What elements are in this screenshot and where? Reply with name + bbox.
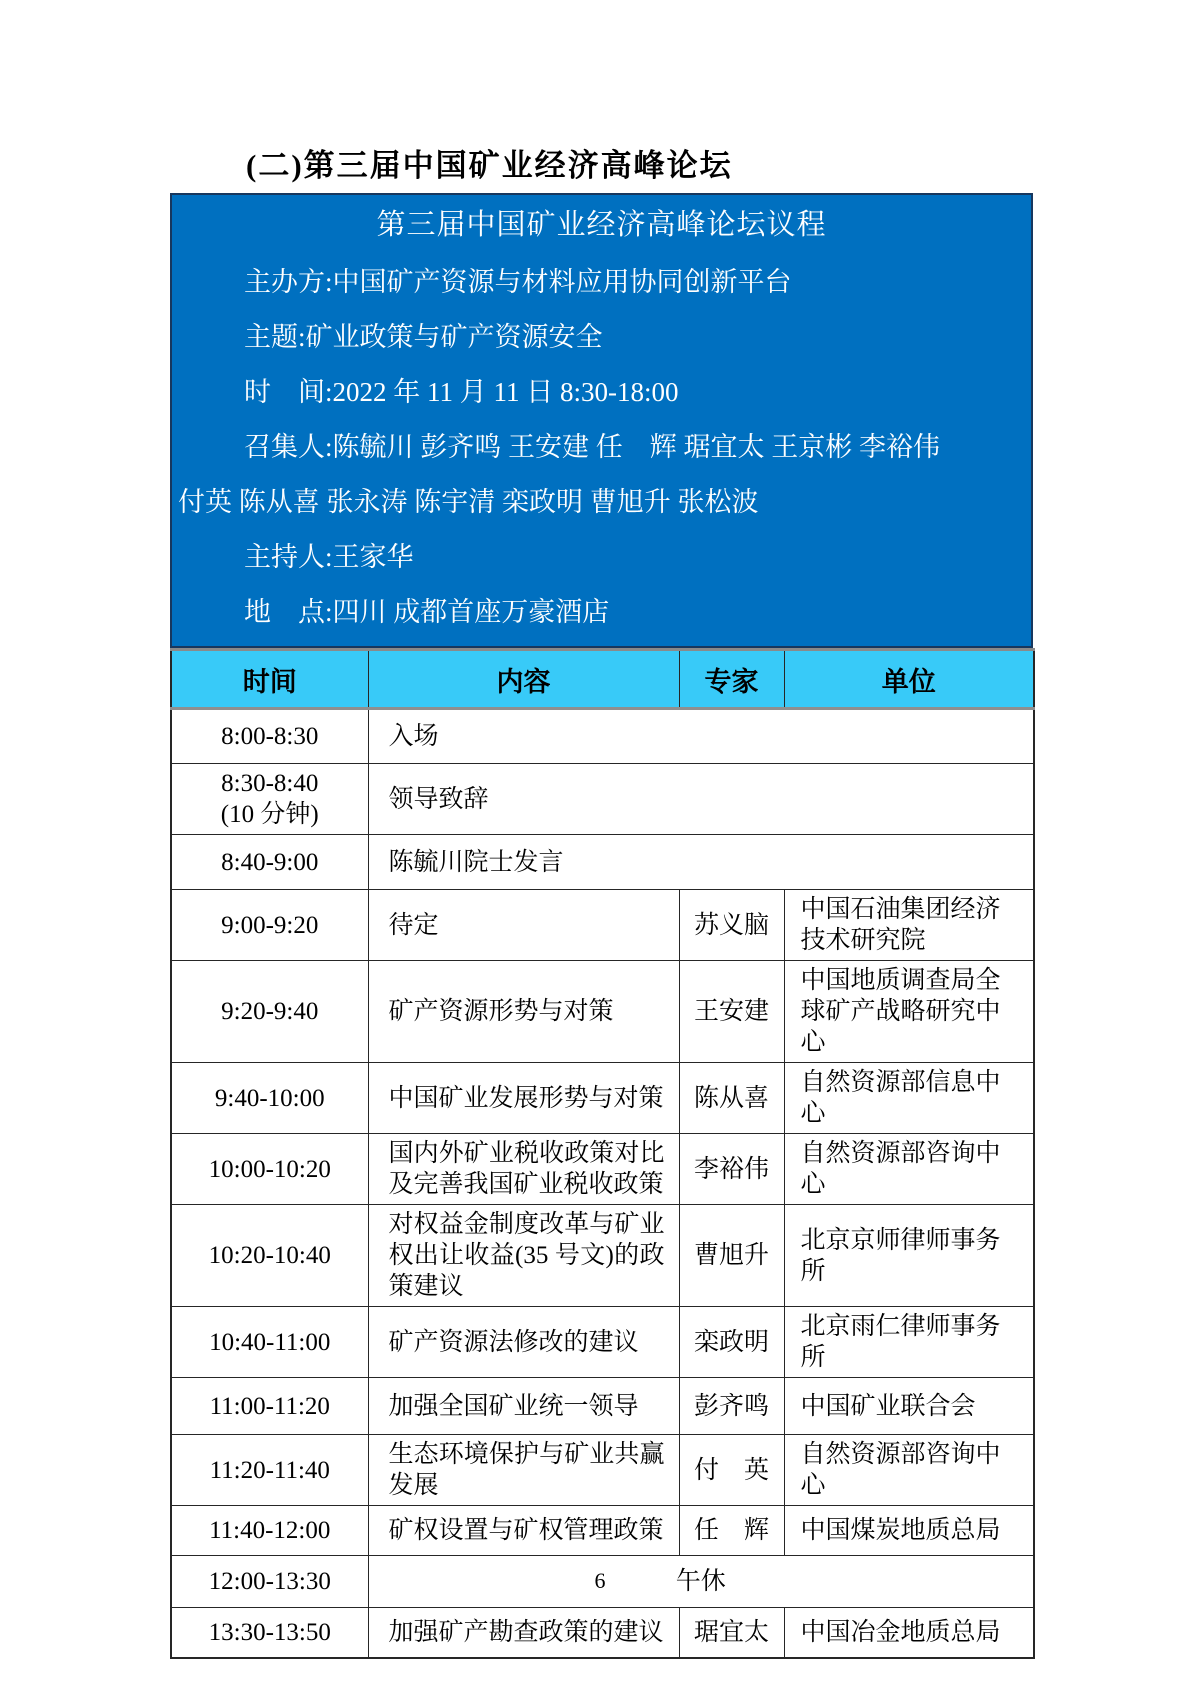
expert-cell: 栾政明 bbox=[679, 1307, 784, 1378]
content-cell: 矿产资源形势与对策 bbox=[368, 961, 679, 1063]
time-cell: 10:40-11:00 bbox=[171, 1307, 368, 1378]
time-cell: 12:00-13:30 bbox=[171, 1556, 368, 1608]
info-line-theme bbox=[172, 310, 1031, 365]
org-cell: 自然资源部咨询中心 bbox=[784, 1435, 1034, 1506]
expert-cell: 任 辉 bbox=[679, 1506, 784, 1556]
info-line-conveners-continued bbox=[172, 475, 1031, 530]
content-cell: 国内外矿业税收政策对比及完善我国矿业税收政策 bbox=[368, 1134, 679, 1205]
info-text: 付英 陈从喜 张永涛 陈宇清 栾政明 曹旭升 张松波 bbox=[178, 487, 759, 517]
expert-cell: 李裕伟 bbox=[679, 1134, 784, 1205]
org-cell: 自然资源部信息中心 bbox=[784, 1063, 1034, 1134]
org-cell: 中国地质调查局全球矿产战略研究中心 bbox=[784, 961, 1034, 1063]
info-line-location bbox=[172, 585, 1031, 640]
table-row bbox=[171, 1506, 1034, 1556]
col-header-org: 单位 bbox=[784, 650, 1034, 709]
col-header-time: 时间 bbox=[171, 650, 368, 709]
table-row bbox=[171, 835, 1034, 890]
table-row bbox=[171, 709, 1034, 764]
table-row bbox=[171, 961, 1034, 1063]
time-cell: 9:00-9:20 bbox=[171, 890, 368, 961]
org-cell: 中国冶金地质总局 bbox=[784, 1608, 1034, 1658]
table-row bbox=[171, 1205, 1034, 1307]
page-number: 6 bbox=[594, 1568, 606, 1593]
time-cell: 11:20-11:40 bbox=[171, 1435, 368, 1506]
time-cell: 8:00-8:30 bbox=[171, 709, 368, 764]
time-cell: 9:40-10:00 bbox=[171, 1063, 368, 1134]
col-header-content: 内容 bbox=[368, 650, 679, 709]
expert-cell: 付 英 bbox=[679, 1435, 784, 1506]
time-cell: 9:20-9:40 bbox=[171, 961, 368, 1063]
org-cell: 北京京师律师事务所 bbox=[784, 1205, 1034, 1307]
agenda-info-lines bbox=[172, 255, 1031, 640]
org-cell: 中国石油集团经济技术研究院 bbox=[784, 890, 1034, 961]
section-heading: (二)第三届中国矿业经济高峰论坛 bbox=[246, 148, 733, 183]
info-label: 主办方: bbox=[244, 267, 333, 297]
org-cell: 中国煤炭地质总局 bbox=[784, 1506, 1034, 1556]
expert-cell: 苏义脑 bbox=[679, 890, 784, 961]
agenda-table bbox=[170, 648, 1035, 1659]
org-cell: 自然资源部咨询中心 bbox=[784, 1134, 1034, 1205]
time-note: (10 分钟) bbox=[220, 801, 319, 828]
content-cell: 中国矿业发展形势与对策 bbox=[368, 1063, 679, 1134]
time-cell: 11:40-12:00 bbox=[171, 1506, 368, 1556]
content-cell: 对权益金制度改革与矿业权出让收益(35 号文)的政策建议 bbox=[368, 1205, 679, 1307]
content-cell: 领导致辞 bbox=[368, 764, 1034, 835]
info-text: 矿业政策与矿产资源安全 bbox=[305, 322, 603, 352]
expert-cell: 王安建 bbox=[679, 961, 784, 1063]
agenda-info-panel bbox=[170, 193, 1033, 648]
org-cell: 中国矿业联合会 bbox=[784, 1378, 1034, 1435]
time-cell: 10:00-10:20 bbox=[171, 1134, 368, 1205]
content-cell: 入场 bbox=[368, 709, 1034, 764]
time-cell: 11:00-11:20 bbox=[171, 1378, 368, 1435]
expert-cell: 曹旭升 bbox=[679, 1205, 784, 1307]
info-line-host bbox=[172, 255, 1031, 310]
content-cell: 矿权设置与矿权管理政策 bbox=[368, 1506, 679, 1556]
org-cell: 北京雨仁律师事务所 bbox=[784, 1307, 1034, 1378]
col-header-expert: 专家 bbox=[679, 650, 784, 709]
info-label: 主持人: bbox=[244, 542, 333, 572]
content-cell: 加强矿产勘查政策的建议 bbox=[368, 1608, 679, 1658]
content-cell: 陈毓川院士发言 bbox=[368, 835, 1034, 890]
table-row bbox=[171, 1134, 1034, 1205]
info-label: 时 间: bbox=[244, 377, 333, 407]
table-row bbox=[171, 890, 1034, 961]
time-cell: 10:20-10:40 bbox=[171, 1205, 368, 1307]
table-row bbox=[171, 1608, 1034, 1658]
agenda-title: 第三届中国矿业经济高峰论坛议程 bbox=[376, 209, 827, 241]
info-label: 召集人: bbox=[244, 432, 333, 462]
content-cell: 矿产资源法修改的建议 bbox=[368, 1307, 679, 1378]
content-cell: 加强全国矿业统一领导 bbox=[368, 1378, 679, 1435]
info-line-conveners bbox=[172, 420, 1031, 475]
table-row bbox=[171, 1307, 1034, 1378]
expert-cell: 陈从喜 bbox=[679, 1063, 784, 1134]
table-row bbox=[171, 1435, 1034, 1506]
info-line-moderator bbox=[172, 530, 1031, 585]
table-row bbox=[171, 764, 1034, 835]
content-cell: 生态环境保护与矿业共赢发展 bbox=[368, 1435, 679, 1506]
info-line-time bbox=[172, 365, 1031, 420]
info-text: 四川 成都首座万豪酒店 bbox=[332, 597, 610, 627]
expert-cell: 彭齐鸣 bbox=[679, 1378, 784, 1435]
lunch-cell: 午休 bbox=[368, 1556, 1034, 1608]
table-header-row bbox=[171, 650, 1034, 709]
info-text: 陈毓川 彭齐鸣 王安建 任 辉 琚宜太 王京彬 李裕伟 bbox=[332, 432, 941, 462]
time-cell: 13:30-13:50 bbox=[171, 1608, 368, 1658]
table-row bbox=[171, 1378, 1034, 1435]
time-range: 8:30-8:40 bbox=[221, 770, 319, 797]
time-cell: 8:40-9:00 bbox=[171, 835, 368, 890]
info-text: 王家华 bbox=[332, 542, 414, 572]
info-text: 中国矿产资源与材料应用协同创新平台 bbox=[332, 267, 792, 297]
expert-cell: 琚宜太 bbox=[679, 1608, 784, 1658]
info-label: 主题: bbox=[244, 322, 306, 352]
content-cell: 待定 bbox=[368, 890, 679, 961]
time-cell bbox=[171, 764, 368, 835]
info-text: 2022 年 11 月 11 日 8:30-18:00 bbox=[332, 377, 679, 407]
table-row bbox=[171, 1063, 1034, 1134]
info-label: 地 点: bbox=[244, 597, 333, 627]
